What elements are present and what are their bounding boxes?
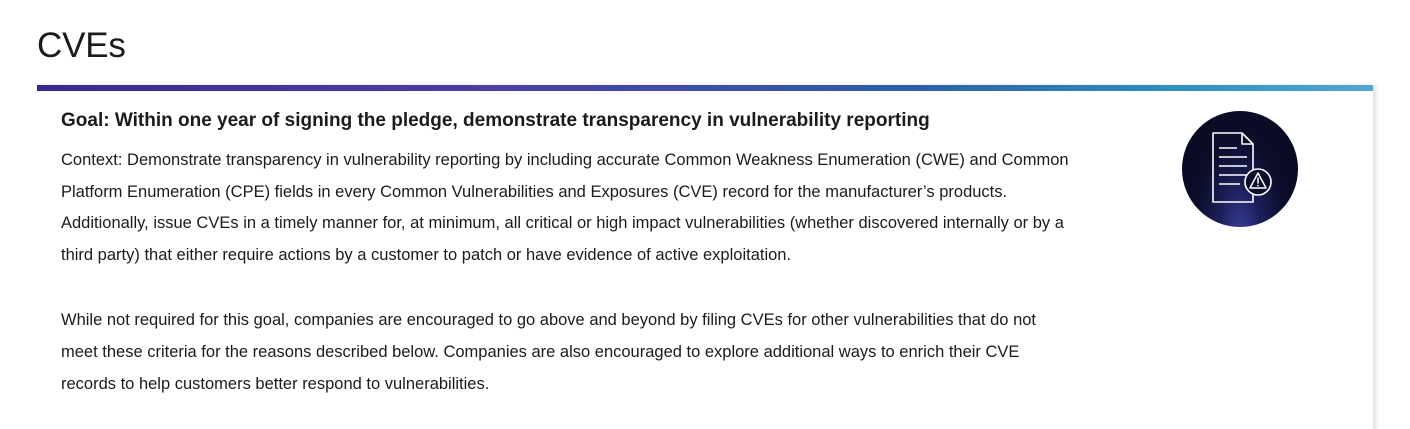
goal-card	[37, 85, 1373, 429]
context-paragraph: Context: Demonstrate transparency in vulnerability reporting by including accurate Common Weakness Enumeration (CWE) and Common Platform Enumeration (CPE) fields in every Common Vulnerabilities and Exposures (CVE) record for the manufacturer’s products. Additionally, issue CVEs in a timely manner for, at minimum, all critical or high impact vulnerabilities (whether discovered internally or by a third party) that either require actions by a customer to patch or have evidence of active exploitation.	[61, 151, 1069, 264]
goal-heading: Goal: Within one year of signing the pledge, demonstrate transparency in vulnerability reporting	[61, 110, 930, 131]
page-title: CVEs	[37, 26, 126, 65]
document-warning-icon	[1182, 111, 1298, 227]
card-accent-bar	[37, 85, 1373, 91]
card-content	[61, 109, 1071, 400]
encouragement-paragraph: While not required for this goal, companies are encouraged to go above and beyond by filing CVEs for other vulnerabilities that do not meet these criteria for the reasons described below. Companies are also encouraged to explore additional ways to enrich their CVE records to help customers better respond to vulnerabilities.	[61, 311, 1037, 393]
